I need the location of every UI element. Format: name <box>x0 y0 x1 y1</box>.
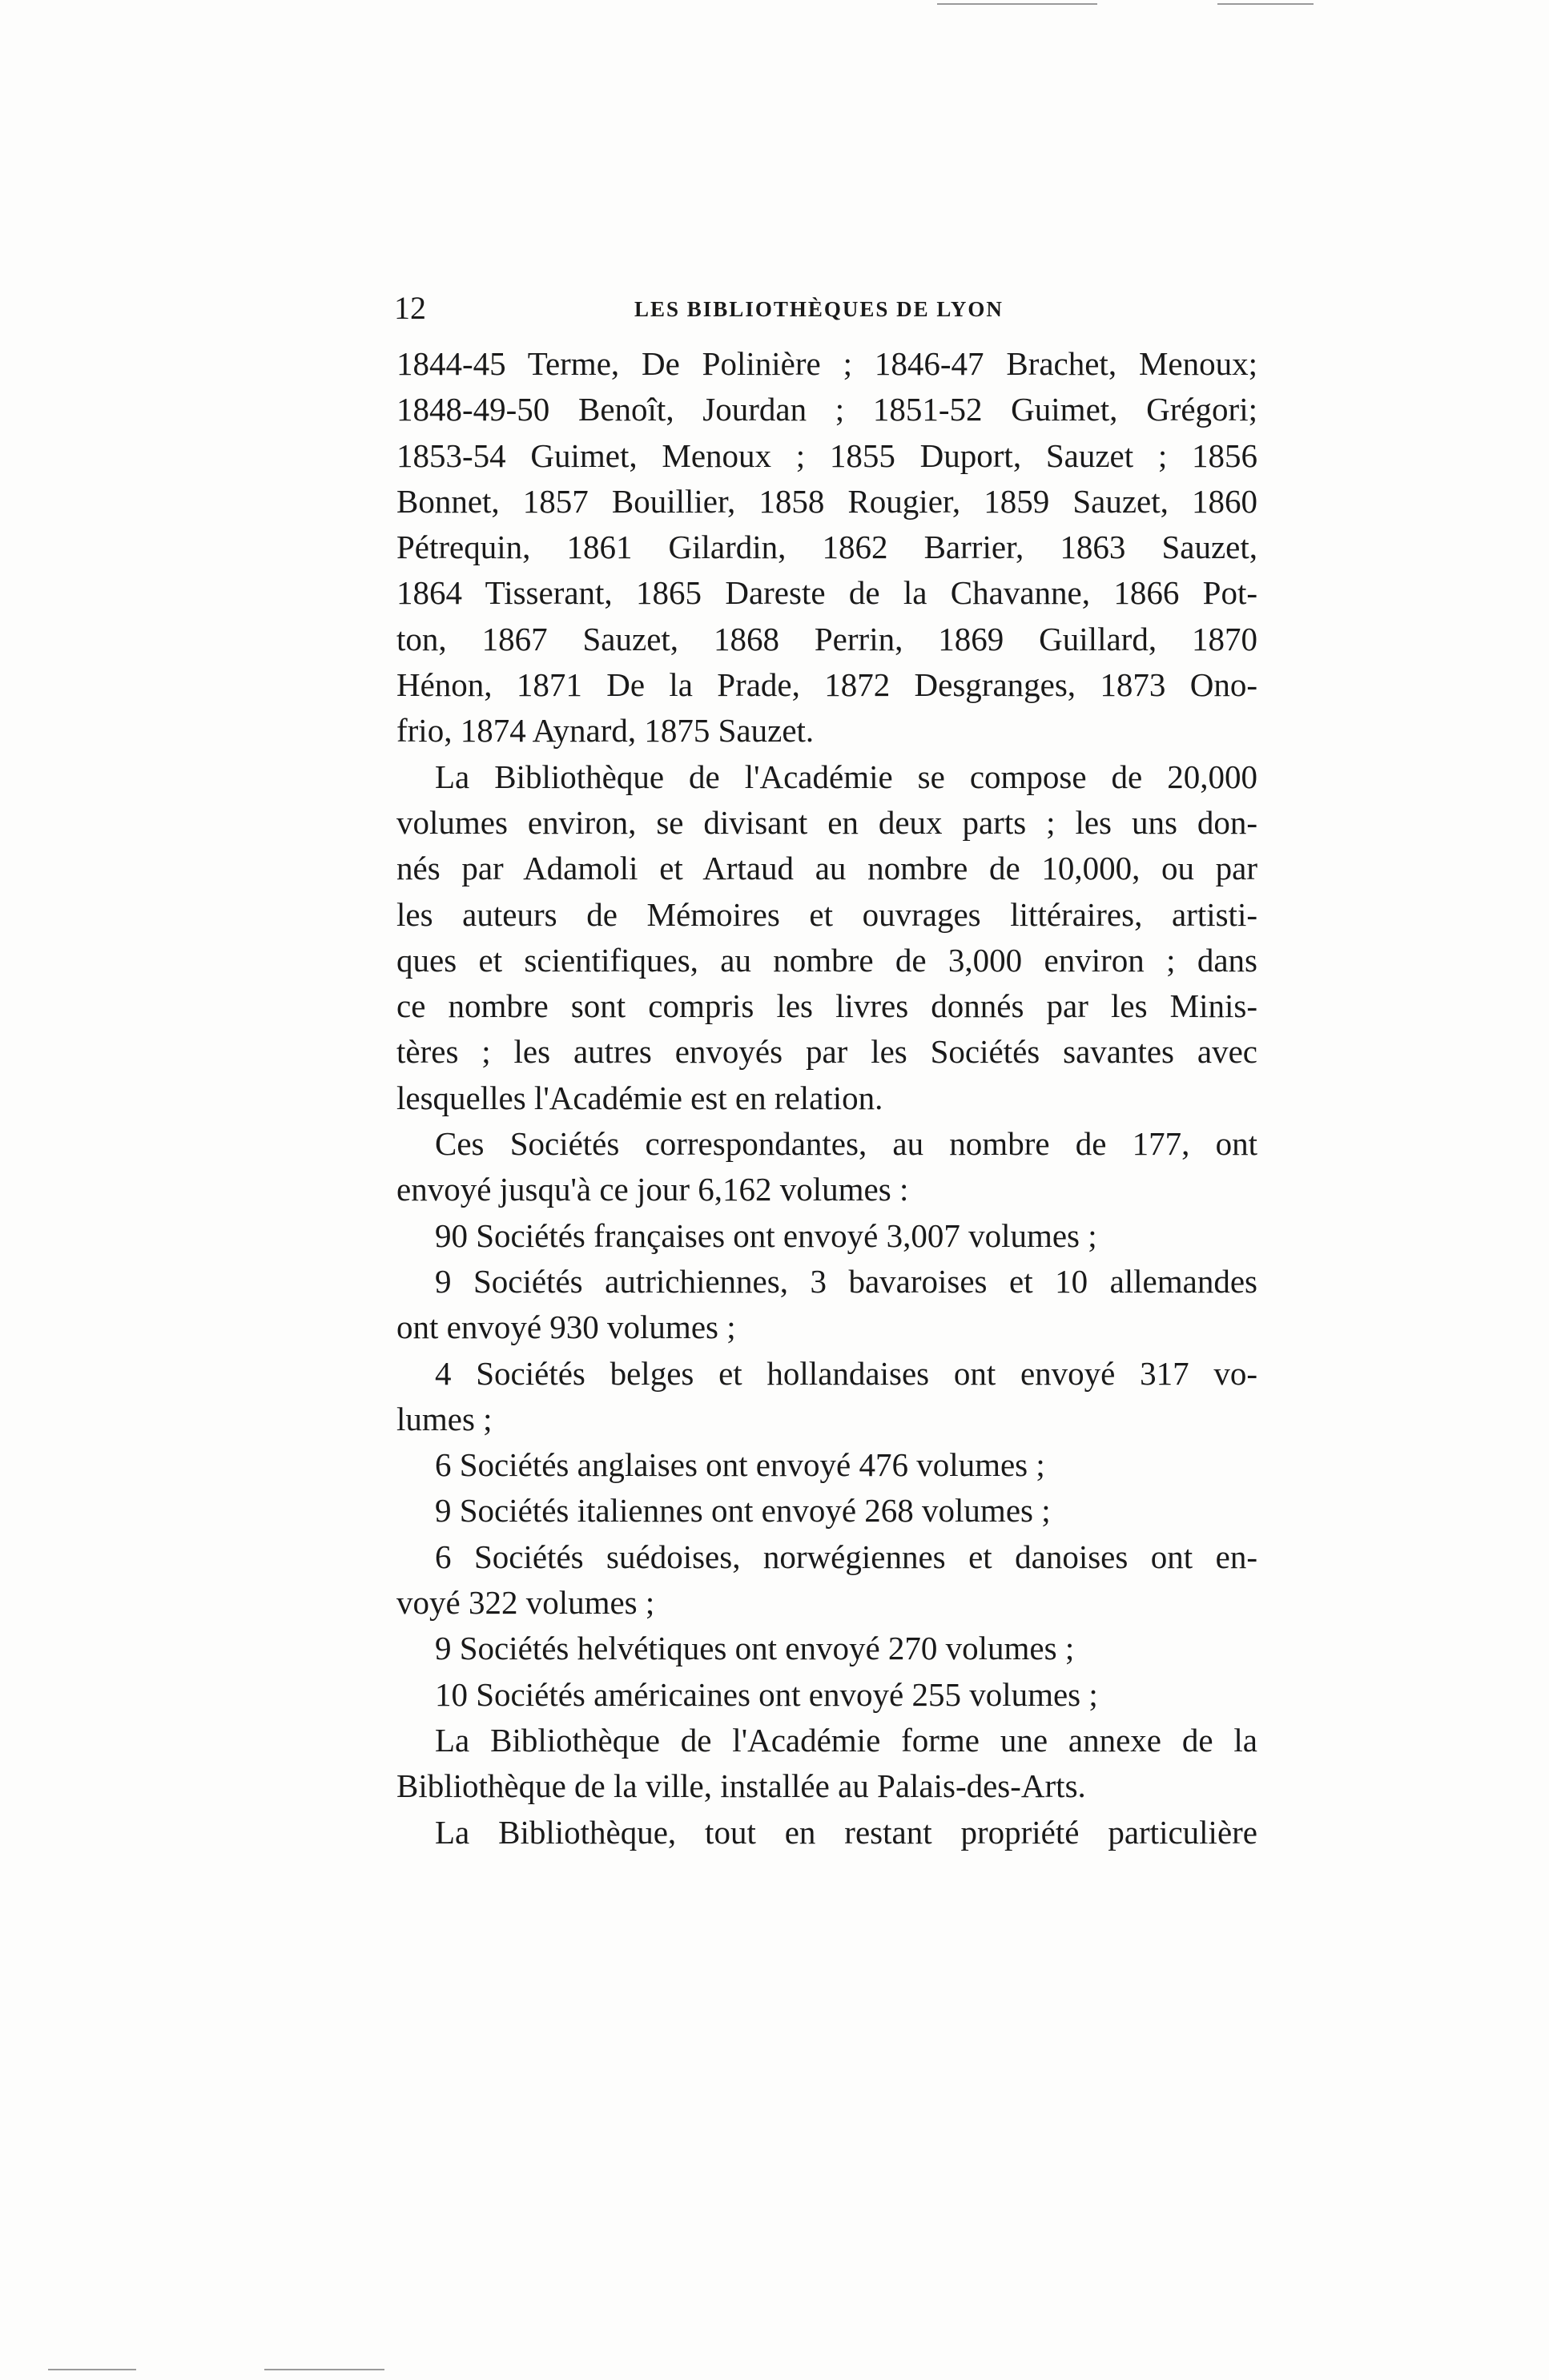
text-line: 1853-54 Guimet, Menoux ; 1855 Duport, Sauzet ; 1856 <box>396 436 1257 474</box>
text-line: ques et scientifiques, au nombre de 3,000 environ ; dans <box>396 941 1257 979</box>
text-line: les auteurs de Mémoires et ouvrages littéraires, artisti- <box>396 895 1257 933</box>
text-line: La Bibliothèque, tout en restant propriété particulière <box>435 1813 1257 1851</box>
text-line: 6 Sociétés anglaises ont envoyé 476 volumes ; <box>435 1446 1045 1484</box>
scan-mark-bottom-left <box>48 2369 136 2370</box>
text-line: 1848-49-50 Benoît, Jourdan ; 1851-52 Guimet, Grégori; <box>396 391 1257 428</box>
body-text <box>396 341 1257 1855</box>
scan-mark-bottom-mid <box>264 2369 384 2370</box>
text-line: 9 Sociétés helvétiques ont envoyé 270 volumes ; <box>435 1630 1075 1667</box>
text-line: volumes environ, se divisant en deux parts ; les uns don- <box>396 803 1257 841</box>
text-line: envoyé jusqu'à ce jour 6,162 volumes : <box>396 1171 909 1208</box>
text-line: 4 Sociétés belges et hollandaises ont envoyé 317 vo- <box>435 1354 1257 1392</box>
text-line: Bonnet, 1857 Bouillier, 1858 Rougier, 1859 Sauzet, 1860 <box>396 482 1257 520</box>
text-line: La Bibliothèque de l'Académie se compose de 20,000 <box>435 758 1257 795</box>
text-line: La Bibliothèque de l'Académie forme une annexe de la <box>435 1721 1257 1759</box>
text-line: voyé 322 volumes ; <box>396 1584 655 1622</box>
text-line: lesquelles l'Académie est en relation. <box>396 1079 883 1116</box>
text-line: ton, 1867 Sauzet, 1868 Perrin, 1869 Guillard, 1870 <box>396 620 1257 657</box>
scan-mark-top-right <box>1217 3 1314 5</box>
text-line: Pétrequin, 1861 Gilardin, 1862 Barrier, 1863 Sauzet, <box>396 529 1257 566</box>
page-number: 12 <box>394 290 426 326</box>
text-line: tères ; les autres envoyés par les Sociétés savantes avec <box>396 1033 1257 1071</box>
text-line: 1844-45 Terme, De Polinière ; 1846-47 Brachet, Menoux; <box>396 345 1257 382</box>
text-line: 9 Sociétés italiennes ont envoyé 268 volumes ; <box>435 1492 1051 1530</box>
text-line: frio, 1874 Aynard, 1875 Sauzet. <box>396 712 815 750</box>
text-line: 6 Sociétés suédoises, norwégiennes et danoises ont en- <box>435 1538 1257 1575</box>
text-line: Bibliothèque de la ville, installée au Palais-des-Arts. <box>396 1767 1086 1805</box>
page-header <box>394 288 1259 328</box>
text-line: lumes ; <box>396 1400 493 1437</box>
scan-mark-top <box>937 3 1097 5</box>
text-line: 1864 Tisserant, 1865 Dareste de la Chavanne, 1866 Pot- <box>396 574 1257 612</box>
text-line: 10 Sociétés américaines ont envoyé 255 volumes ; <box>435 1675 1098 1713</box>
text-line: Ces Sociétés correspondantes, au nombre de 177, ont <box>435 1125 1257 1163</box>
text-line: 90 Sociétés françaises ont envoyé 3,007 volumes ; <box>435 1216 1097 1254</box>
text-line: ont envoyé 930 volumes ; <box>396 1309 736 1346</box>
text-line: 9 Sociétés autrichiennes, 3 bavaroises et 10 allemandes <box>435 1262 1257 1300</box>
text-line: ce nombre sont compris les livres donnés par les Minis- <box>396 987 1257 1025</box>
running-title: LES BIBLIOTHÈQUES DE LYON <box>634 297 1004 321</box>
text-line: Hénon, 1871 De la Prade, 1872 Desgranges, 1873 Ono- <box>396 666 1257 704</box>
text-line: nés par Adamoli et Artaud au nombre de 10,000, ou par <box>396 850 1257 887</box>
